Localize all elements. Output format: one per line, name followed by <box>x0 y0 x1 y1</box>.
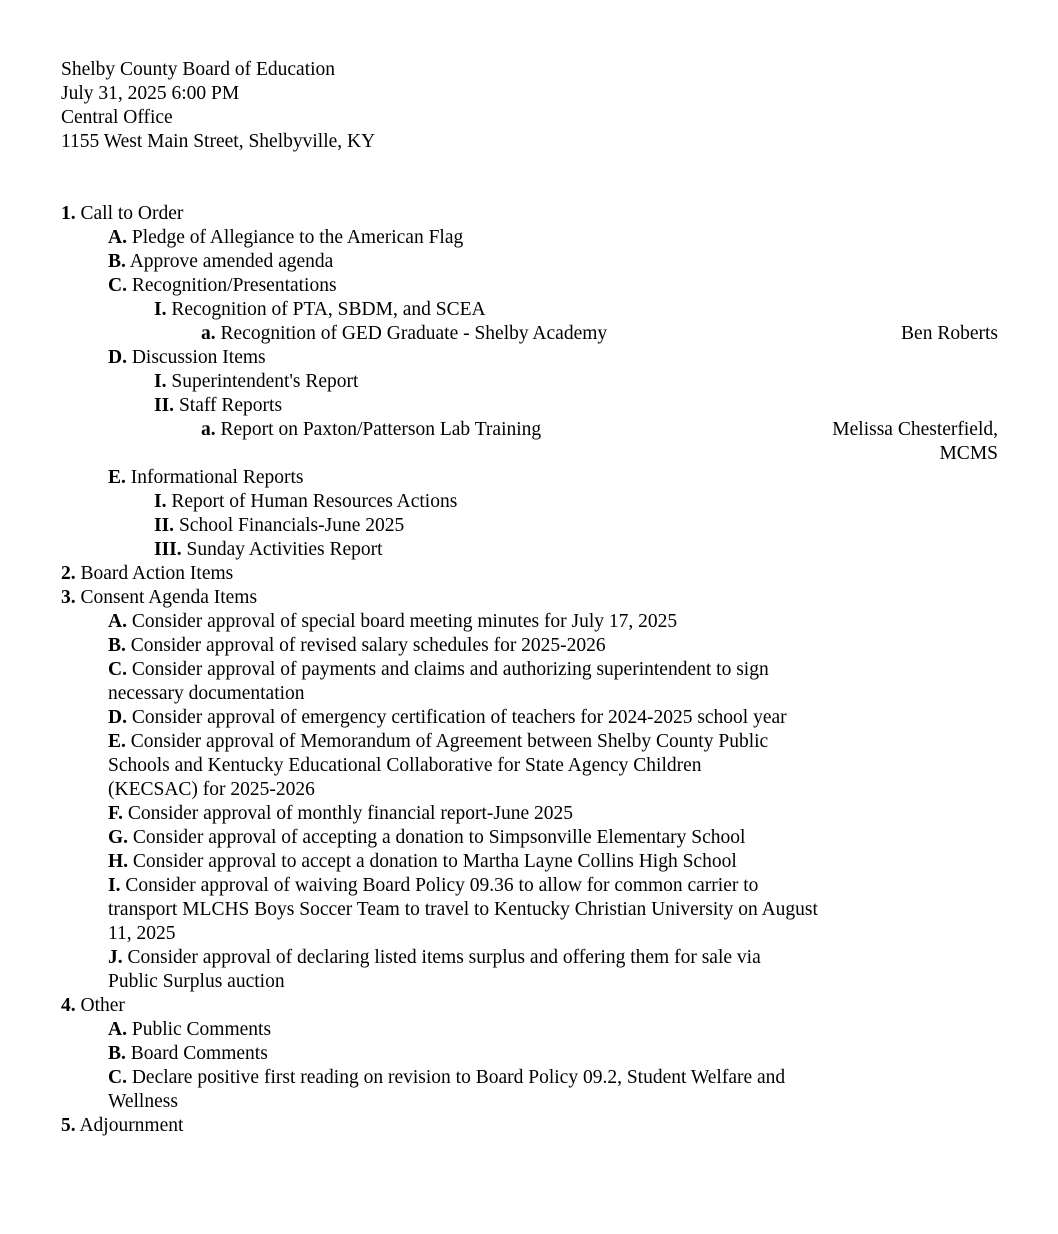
agenda-item <box>61 610 1001 634</box>
agenda-item <box>61 226 1001 250</box>
item-title: School Financials-June 2025 <box>178 515 405 536</box>
agenda-item <box>61 346 1001 370</box>
item-title: Declare positive first reading on revision to Board Policy 09.2, Student Welfare and Wellness <box>108 1067 786 1112</box>
agenda-list <box>61 202 1001 1138</box>
agenda-item <box>61 250 1001 274</box>
item-number: 4. <box>61 995 76 1016</box>
presenter-line: Melissa Chesterfield, <box>832 419 998 440</box>
meeting-address: 1155 West Main Street, Shelbyville, KY <box>61 131 376 152</box>
agenda-item <box>61 490 1001 514</box>
item-title: Pledge of Allegiance to the American Flag <box>131 227 464 248</box>
agenda-item <box>61 370 1001 394</box>
item-title: Consider approval of monthly financial report-June 2025 <box>127 803 574 824</box>
agenda-page <box>61 58 1001 1138</box>
item-title: Superintendent's Report <box>171 371 359 392</box>
item-title: Recognition of GED Graduate - Shelby Academy <box>220 323 608 344</box>
item-number: I. <box>154 371 167 392</box>
item-title: Other <box>80 995 125 1016</box>
agenda-item <box>61 1114 1001 1138</box>
item-number: C. <box>108 659 127 680</box>
item-number: G. <box>108 827 129 848</box>
meeting-datetime: July 31, 2025 6:00 PM <box>61 83 240 104</box>
item-number: D. <box>108 347 127 368</box>
agenda-item <box>61 202 1001 226</box>
agenda-item <box>61 658 1001 706</box>
agenda-item <box>61 1066 1001 1114</box>
item-title: Sunday Activities Report <box>186 539 383 560</box>
item-number: B. <box>108 1043 126 1064</box>
item-number: A. <box>108 611 127 632</box>
item-number: B. <box>108 251 126 272</box>
item-title: Consider approval of Memorandum of Agreement between Shelby County Public Schools and Kentucky Educational Collaborative for State Agency Children (KECSAC) for 2025-2026 <box>108 731 769 800</box>
item-number: I. <box>154 491 167 512</box>
agenda-item <box>61 418 1001 466</box>
agenda-item <box>61 634 1001 658</box>
item-title: Consider approval of accepting a donation to Simpsonville Elementary School <box>132 827 746 848</box>
item-title: Recognition/Presentations <box>131 275 337 296</box>
item-number: 3. <box>61 587 76 608</box>
item-number: II. <box>154 515 175 536</box>
item-title: Consider approval of waiving Board Policy 09.36 to allow for common carrier to transport MLCHS Boys Soccer Team to travel to Kentucky Christian University on August 11, 2025 <box>108 875 818 944</box>
item-number: II. <box>154 395 175 416</box>
item-title: Board Action Items <box>80 563 234 584</box>
item-number: B. <box>108 635 126 656</box>
organization-name: Shelby County Board of Education <box>61 59 336 80</box>
item-number: H. <box>108 851 129 872</box>
item-title: Discussion Items <box>131 347 266 368</box>
item-number: D. <box>108 707 127 728</box>
item-number: I. <box>108 875 121 896</box>
agenda-item <box>61 298 1001 322</box>
agenda-item <box>61 730 1001 802</box>
agenda-item <box>61 802 1001 826</box>
agenda-item <box>61 1042 1001 1066</box>
item-number: I. <box>154 299 167 320</box>
agenda-item <box>61 874 1001 946</box>
item-title: Recognition of PTA, SBDM, and SCEA <box>171 299 486 320</box>
agenda-item <box>61 394 1001 418</box>
item-title: Board Comments <box>130 1043 268 1064</box>
item-title: Report of Human Resources Actions <box>171 491 458 512</box>
item-number: E. <box>108 467 126 488</box>
agenda-item <box>61 850 1001 874</box>
item-title: Consider approval of emergency certification of teachers for 2024-2025 school year <box>131 707 787 728</box>
item-title: Consent Agenda Items <box>80 587 258 608</box>
item-number: F. <box>108 803 123 824</box>
item-title: Informational Reports <box>130 467 304 488</box>
item-number: C. <box>108 275 127 296</box>
item-title: Public Comments <box>131 1019 272 1040</box>
agenda-item <box>61 586 1001 610</box>
item-number: 5. <box>61 1115 76 1136</box>
meeting-header <box>61 58 1001 154</box>
agenda-item <box>61 538 1001 562</box>
meeting-location: Central Office <box>61 107 173 128</box>
item-number: J. <box>108 947 123 968</box>
presenter-name: Ben Roberts <box>901 323 998 344</box>
item-title: Call to Order <box>80 203 184 224</box>
agenda-item <box>61 274 1001 298</box>
item-number: a. <box>201 419 216 440</box>
item-number: E. <box>108 731 126 752</box>
item-number: a. <box>201 323 216 344</box>
agenda-item <box>61 1018 1001 1042</box>
item-title: Report on Paxton/Patterson Lab Training <box>220 419 542 440</box>
agenda-item <box>61 514 1001 538</box>
agenda-item <box>61 322 1001 346</box>
item-number: 2. <box>61 563 76 584</box>
item-number: III. <box>154 539 182 560</box>
presenter-line: MCMS <box>939 443 998 464</box>
agenda-item <box>61 946 1001 994</box>
agenda-item <box>61 562 1001 586</box>
item-title: Consider approval of revised salary schedules for 2025-2026 <box>130 635 606 656</box>
item-number: 1. <box>61 203 76 224</box>
item-title: Consider approval of payments and claims and authorizing superintendent to sign necessary documentation <box>108 659 769 704</box>
agenda-item <box>61 466 1001 490</box>
agenda-item <box>61 706 1001 730</box>
item-title: Adjournment <box>79 1115 184 1136</box>
item-number: A. <box>108 1019 127 1040</box>
item-number: A. <box>108 227 127 248</box>
agenda-item <box>61 994 1001 1018</box>
item-title: Consider approval to accept a donation to Martha Layne Collins High School <box>132 851 737 872</box>
agenda-item <box>61 826 1001 850</box>
item-title: Approve amended agenda <box>129 251 334 272</box>
item-title: Consider approval of declaring listed items surplus and offering them for sale via Public Surplus auction <box>108 947 761 992</box>
item-number: C. <box>108 1067 127 1088</box>
item-title: Consider approval of special board meeting minutes for July 17, 2025 <box>131 611 678 632</box>
item-title: Staff Reports <box>178 395 283 416</box>
presenter-name <box>832 418 998 466</box>
